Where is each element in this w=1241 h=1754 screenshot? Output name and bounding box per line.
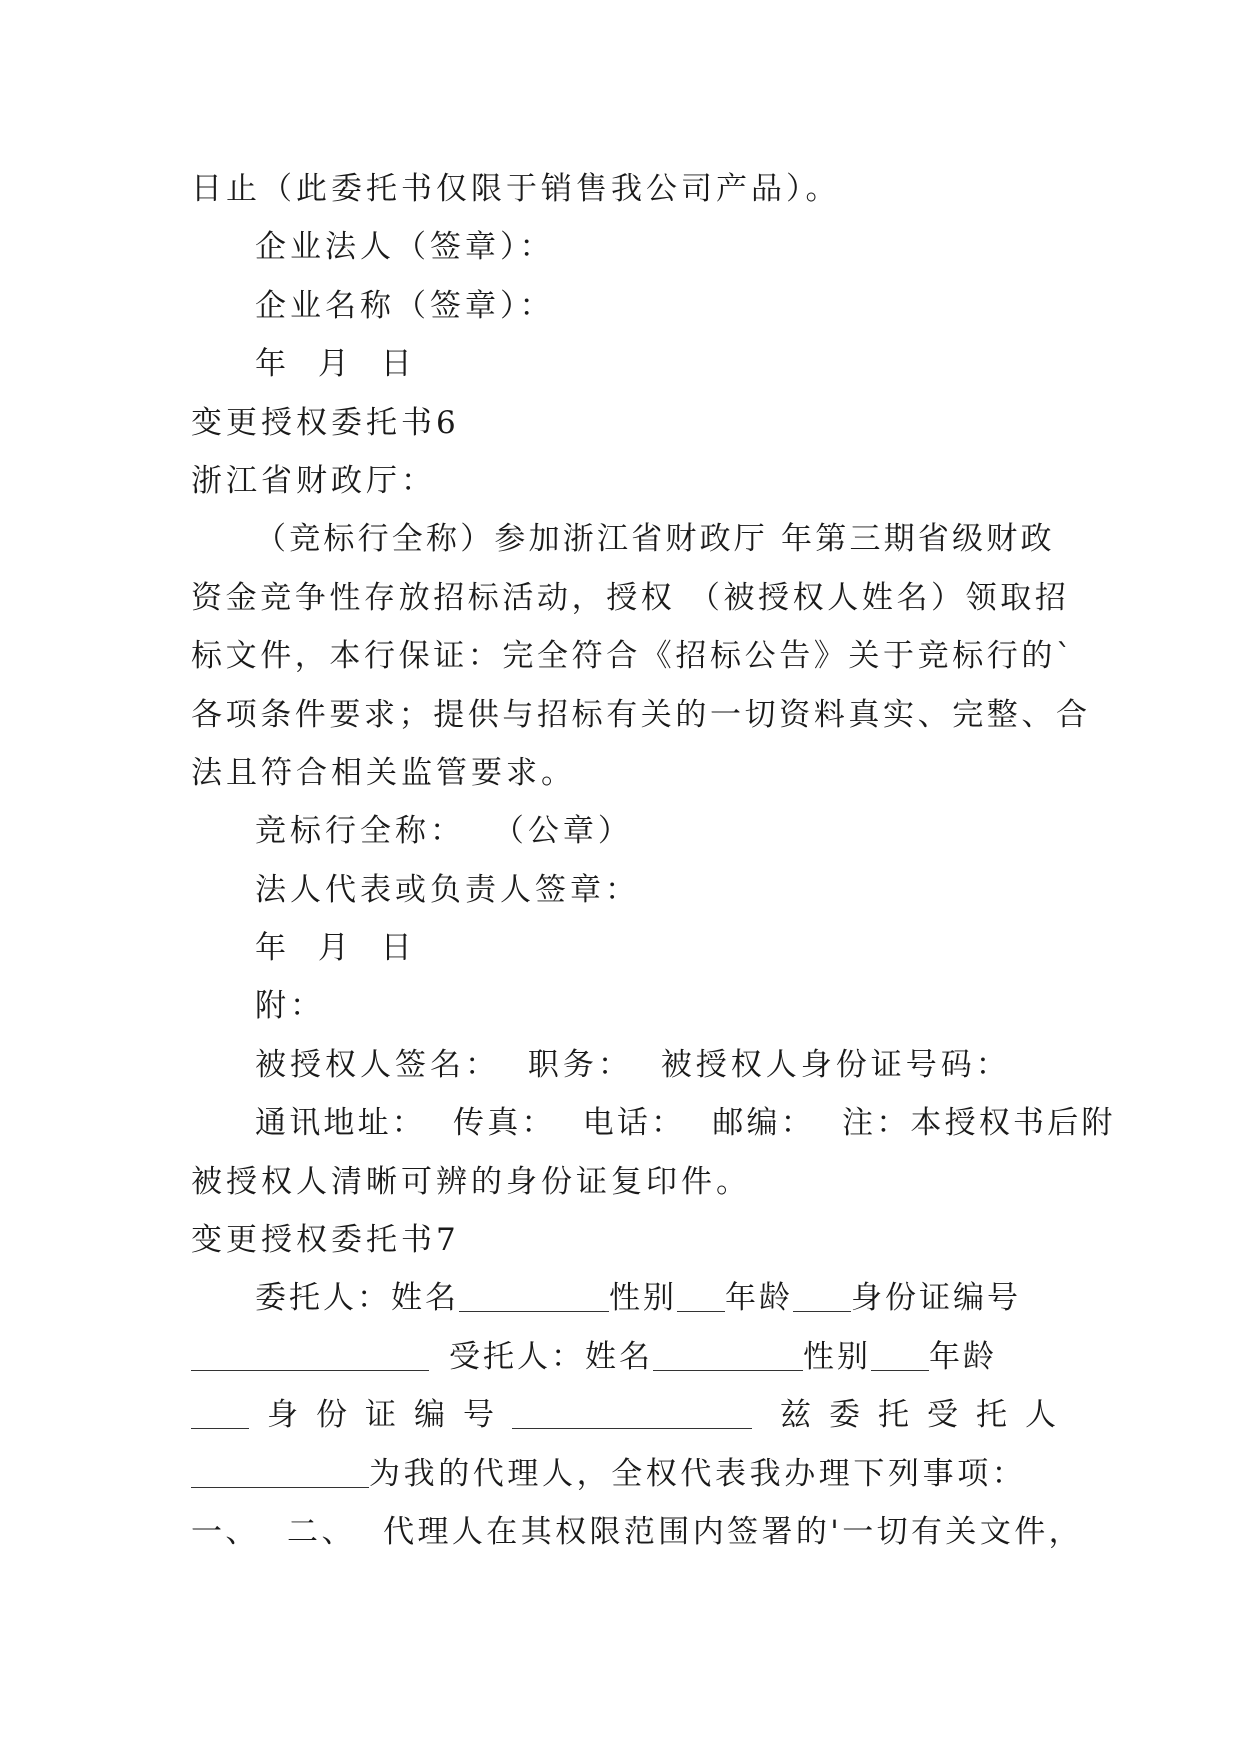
blank-field (677, 1281, 725, 1312)
paragraph-line: 各项条件要求；提供与招标有关的一切资料真实、完整、合 (191, 696, 1091, 733)
section-heading: 变更授权委托书6 (191, 404, 460, 441)
form-label: 年龄 (725, 1280, 793, 1317)
form-label: 身份证编号 (851, 1280, 1021, 1317)
form-line-appointment (191, 1445, 1051, 1503)
form-label: 性别 (609, 1280, 677, 1317)
blank-field (512, 1398, 752, 1429)
authorized-person-info-line: 被授权人签名： 职务： 被授权人身份证号码： (255, 1046, 1011, 1083)
paragraph-line: 资金竞争性存放招标活动，授权 （被授权人姓名）领取招 (191, 579, 1070, 616)
form-line-agent (191, 1328, 1051, 1386)
date-line: 年 月 日 (255, 930, 416, 967)
form-label: 为我的代理人，全权代表我办理下列事项： (369, 1455, 1027, 1492)
document-page (191, 160, 1116, 1561)
form-label: 性别 (803, 1338, 871, 1375)
form-label: 受托人：姓名 (449, 1338, 653, 1375)
paragraph-line: 标文件，本行保证：完全符合《招标公告》关于竞标行的` (191, 638, 1076, 675)
form-label: 年龄 (929, 1338, 997, 1375)
signature-line-legal-person: 企业法人（签章）： (255, 229, 555, 266)
paragraph-line: （竞标行全称）参加浙江省财政厅 年第三期省级财政 (255, 521, 1055, 558)
form-label: 身份证编号 (267, 1397, 512, 1434)
representative-signature-line: 法人代表或负责人签章： (255, 871, 640, 908)
signature-line-company-name: 企业名称（签章）： (255, 287, 555, 324)
contact-info-line: 通讯地址： 传真： 电话： 邮编： 注：本授权书后附 (255, 1105, 1116, 1142)
paragraph-line: 法且符合相关监管要求。 (191, 754, 576, 791)
blank-field (653, 1340, 803, 1371)
form-line-principal (191, 1269, 1051, 1327)
form-label: 委托人：姓名 (255, 1280, 459, 1317)
bidder-name-line: 竞标行全称： （公章） (255, 813, 633, 850)
note-line: 被授权人清晰可辨的身份证复印件。 (191, 1163, 751, 1200)
blank-field (191, 1340, 429, 1371)
section-heading: 变更授权委托书7 (191, 1222, 460, 1259)
form-label: 兹委托受托人 (780, 1397, 1074, 1434)
attachment-label: 附： (255, 988, 325, 1025)
paragraph-line: 一、 二、 代理人在其权限范围内签署的'一切有关文件， (191, 1513, 1084, 1550)
blank-field (871, 1340, 929, 1371)
form-line-agent-id (191, 1386, 1074, 1444)
date-line: 年 月 日 (255, 346, 416, 383)
blank-field (459, 1281, 609, 1312)
text-line: 日止（此委托书仅限于销售我公司产品）。 (191, 171, 841, 207)
blank-field (191, 1398, 249, 1429)
addressee: 浙江省财政厅： (191, 462, 436, 499)
blank-field (793, 1281, 851, 1312)
blank-field (191, 1457, 369, 1488)
